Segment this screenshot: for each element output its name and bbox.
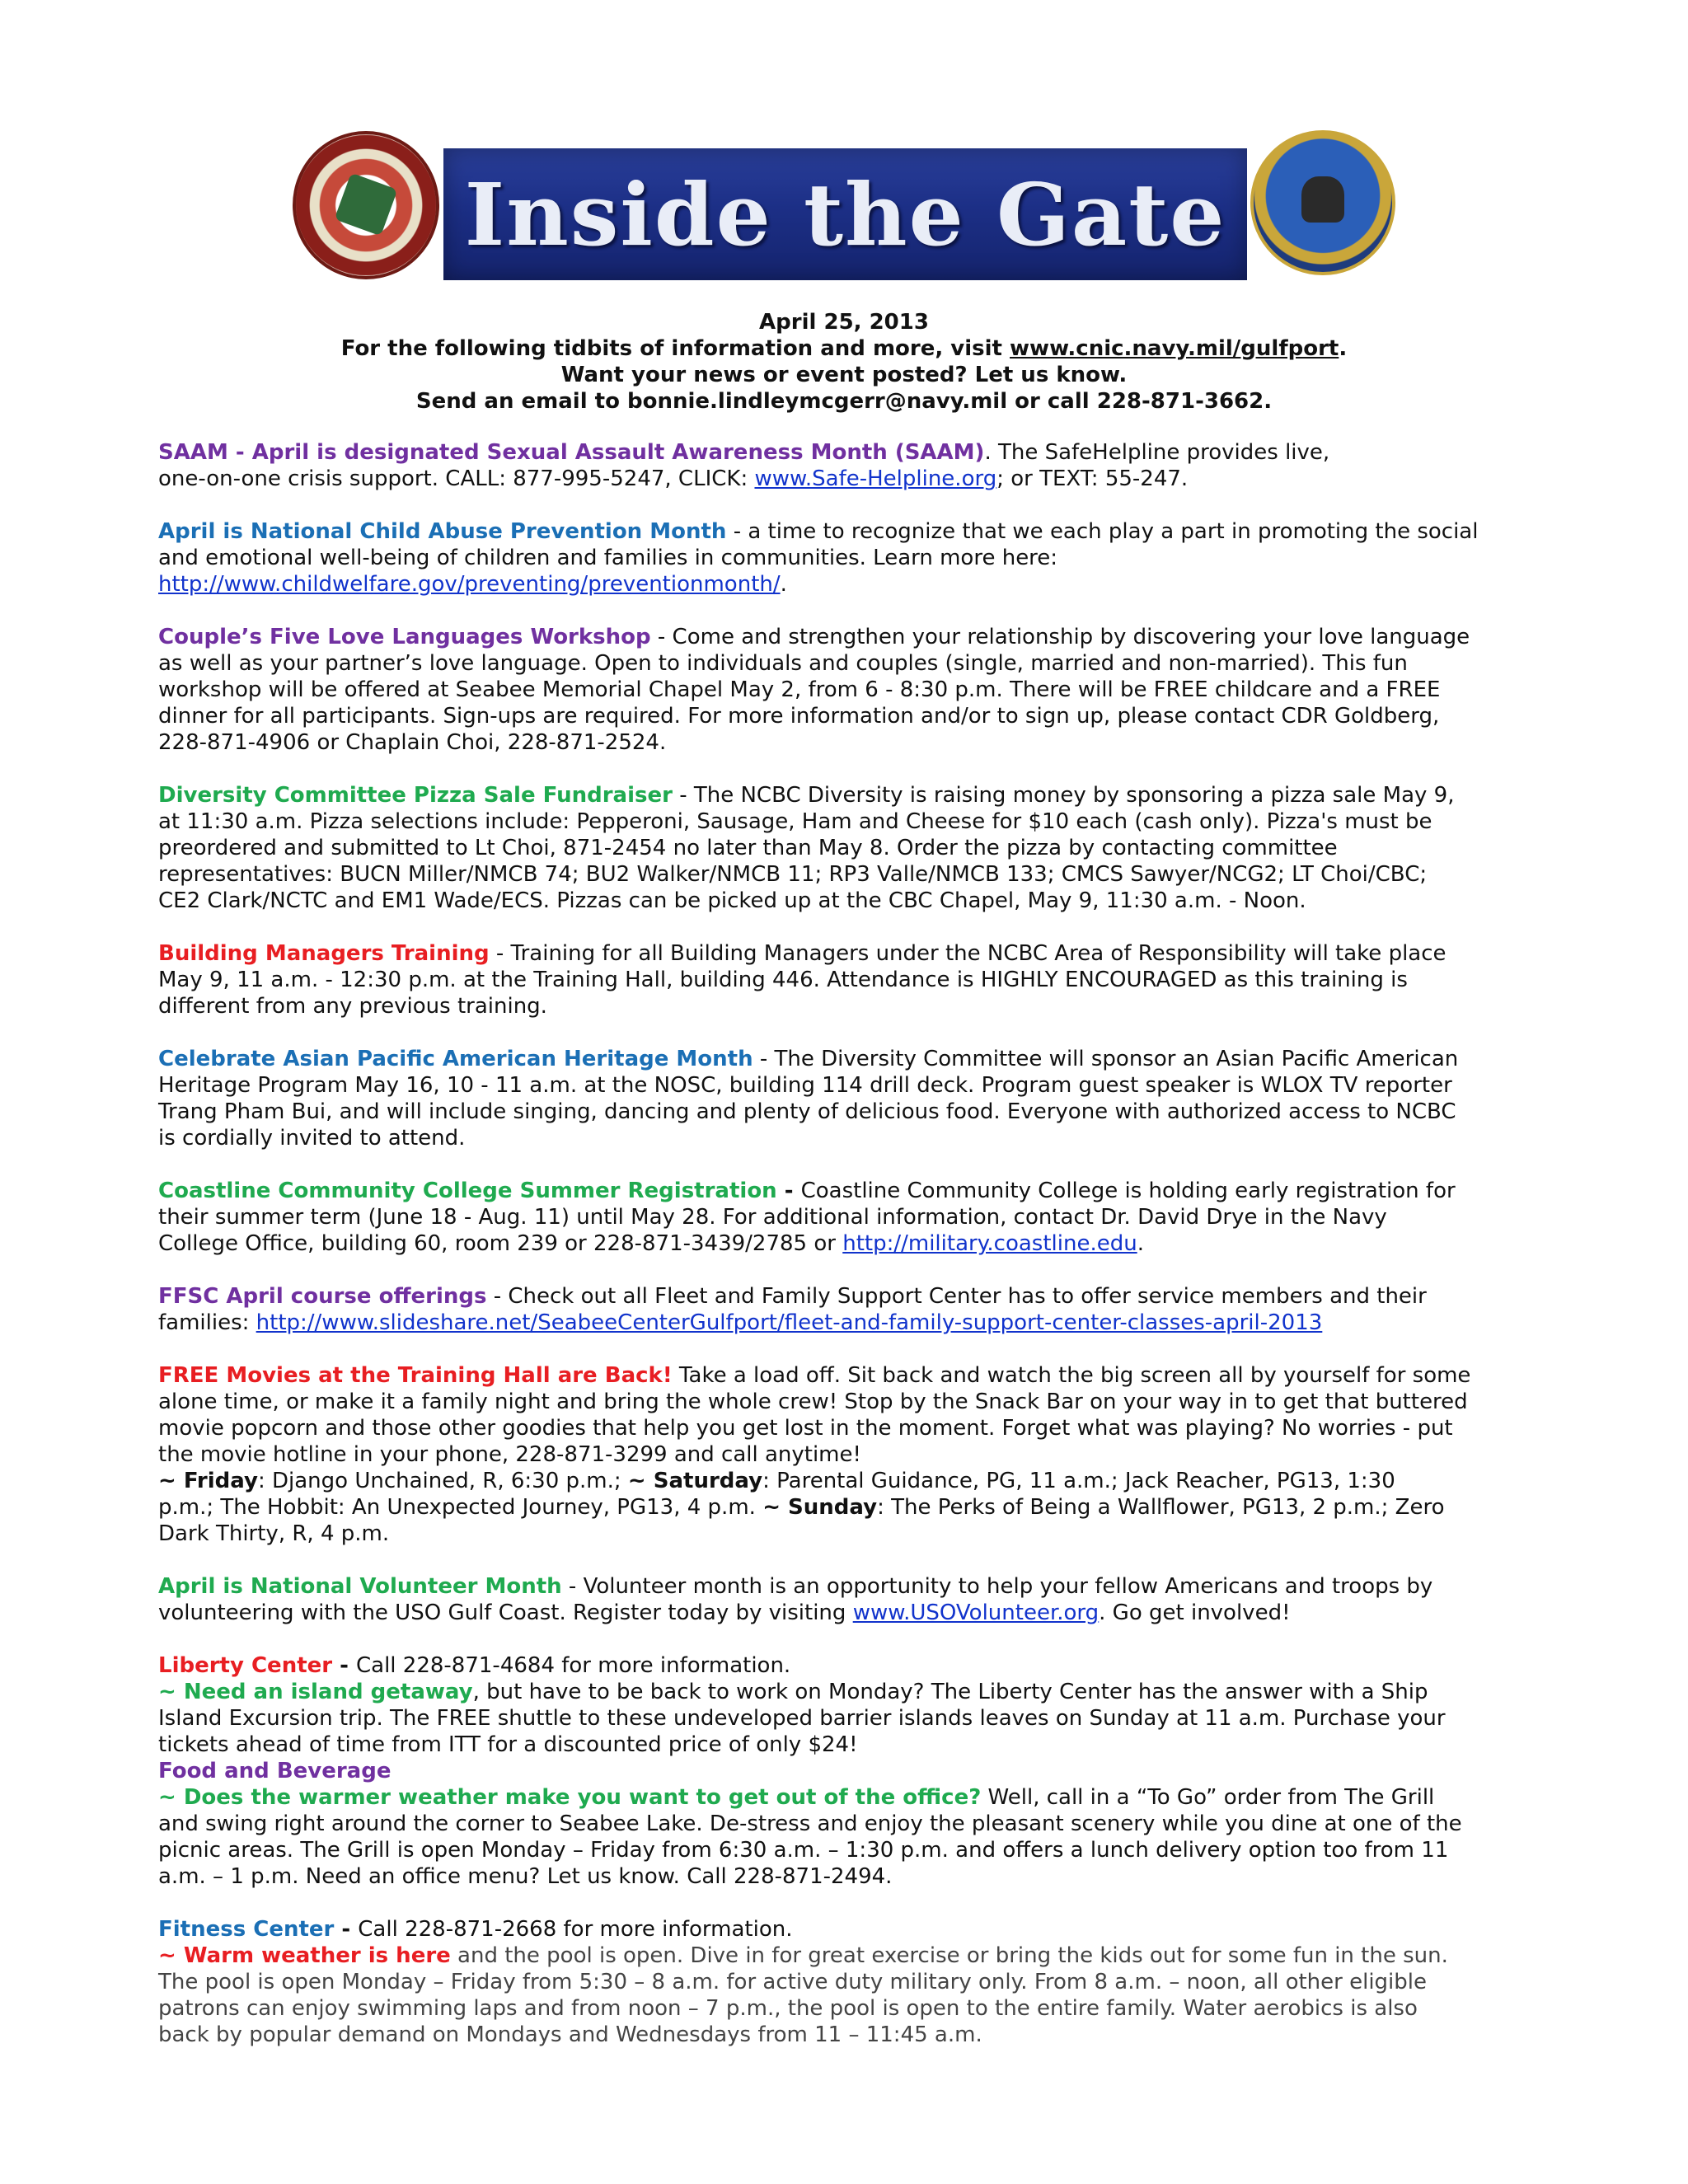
food-beverage-title: Food and Beverage (158, 1759, 392, 1783)
item-ffsc (158, 1283, 1543, 1336)
visit-prefix: For the following tidbits of information and more, visit (340, 336, 1010, 361)
item-building-managers (158, 940, 1543, 1019)
free-movies-text: Dark Thirty, R, 4 p.m. (158, 1521, 390, 1546)
slideshare-link[interactable]: http://www.slideshare.net/SeabeeCenterGulfport/fleet-and-family-support-center-classes-april-2013 (256, 1310, 1323, 1335)
item-asian-pacific (158, 1046, 1543, 1151)
pizza-sale-title: Diversity Committee Pizza Sale Fundraiser (158, 783, 673, 808)
liberty-text: a.m. – 1 p.m. Need an office menu? Let us know. Call 228-871-2494. (158, 1864, 893, 1889)
issue-date: April 25, 2013 (759, 310, 929, 335)
asian-pacific-title: Celebrate Asian Pacific American Heritage Month (158, 1047, 753, 1071)
item-fitness-center (158, 1916, 1543, 2048)
free-movies-text: p.m.; The Hobbit: An Unexpected Journey, PG13, 4 p.m. (158, 1495, 763, 1520)
warm-weather-title: ~ Warm weather is here (158, 1943, 451, 1968)
volunteer-text: - Volunteer month is an opportunity to help your fellow Americans and troops by (561, 1574, 1433, 1599)
child-abuse-text: and emotional well-being of children and families in communities. Learn more here: (158, 546, 1058, 570)
fitness-text: patrons can enjoy swimming laps and from noon – 7 p.m., the pool is open to the entire family. Water aerobics is also (158, 1996, 1418, 2021)
liberty-text: tickets ahead of time from ITT for a discounted price of only $24! (158, 1732, 858, 1757)
item-child-abuse (158, 518, 1543, 598)
banner-title-bar (443, 148, 1247, 280)
free-movies-text: alone time, or make it a family night and bring the whole crew! Stop by the Snack Bar on your way in to get that buttered (158, 1390, 1468, 1414)
banner-title: Inside the Gate (464, 163, 1226, 265)
friday-label: ~ Friday (158, 1469, 258, 1493)
want-news-line: Want your news or event posted? Let us know. (560, 363, 1128, 387)
saturday-text: : Parental Guidance, PG, 11 a.m.; Jack Reacher, PG13, 1:30 (762, 1469, 1395, 1493)
liberty-text: Island Excursion trip. The FREE shuttle to these undeveloped barrier islands leaves on Sunday at 11 a.m. Purchase your (158, 1706, 1446, 1731)
header-info (0, 309, 1688, 415)
liberty-text: Well, call in a “To Go” order from The Grill (981, 1785, 1435, 1810)
coastline-text: Coastline Community College is holding early registration for (800, 1179, 1456, 1203)
free-movies-text: Take a load off. Sit back and watch the big screen all by yourself for some (672, 1363, 1471, 1388)
uso-volunteer-link[interactable]: www.USOVolunteer.org (852, 1601, 1100, 1625)
childwelfare-link[interactable]: http://www.childwelfare.gov/preventing/preventionmonth/ (158, 572, 781, 597)
coastline-text: College Office, building 60, room 239 or 228-871-3439/2785 or (158, 1231, 843, 1256)
seabees-logo-icon (1250, 130, 1395, 275)
item-free-movies (158, 1362, 1543, 1547)
child-abuse-text: . (780, 572, 787, 597)
item-saam (158, 439, 1543, 492)
coastline-title: Coastline Community College Summer Registration (158, 1179, 777, 1203)
liberty-text: Call 228-871-4684 for more information. (356, 1653, 791, 1678)
volunteer-text: volunteering with the USO Gulf Coast. Register today by visiting (158, 1601, 853, 1625)
fitness-center-title: Fitness Center (158, 1917, 335, 1942)
liberty-text: and swing right around the corner to Seabee Lake. De-stress and enjoy the pleasant scenery while you dine at one of the (158, 1811, 1462, 1836)
free-movies-title: FREE Movies at the Training Hall are Back! (158, 1363, 673, 1388)
saam-text: one-on-one crisis support. CALL: 877-995-5247, CLICK: (158, 466, 755, 491)
asian-pacific-text: - The Diversity Committee will sponsor an Asian Pacific American (753, 1047, 1459, 1071)
visit-suffix: . (1339, 336, 1348, 361)
fitness-text: The pool is open Monday – Friday from 5:30 – 8 a.m. for active duty military only. From 8 a.m. – noon, all other eligible (158, 1970, 1427, 1994)
building-managers-title: Building Managers Training (158, 941, 490, 966)
free-movies-text: movie popcorn and those other goodies that help you get lost in the moment. Forget what was playing? No worries - put (158, 1416, 1453, 1441)
love-languages-text: - Come and strengthen your relationship by discovering your love language (650, 625, 1470, 649)
coastline-text: their summer term (June 18 - Aug. 11) until May 28. For additional information, contact Dr. David Drye in the Navy (158, 1205, 1387, 1230)
visit-line (0, 335, 1688, 362)
liberty-text: , but have to be back to work on Monday? The Liberty Center has the answer with a Ship (472, 1680, 1428, 1704)
sunday-text: : The Perks of Being a Wallflower, PG13, 2 p.m.; Zero (877, 1495, 1445, 1520)
asian-pacific-text: is cordially invited to attend. (158, 1126, 466, 1151)
asian-pacific-text: Trang Pham Bui, and will include singing, dancing and plenty of delicious food. Everyone with authorized access to NCBC (158, 1099, 1456, 1124)
pizza-sale-text: preordered and submitted to Lt Choi, 871-2454 no later than May 8. Order the pizza by contacting committee (158, 836, 1338, 860)
saam-text: ; or TEXT: 55-247. (996, 466, 1189, 491)
pizza-sale-text: - The NCBC Diversity is raising money by sponsoring a pizza sale May 9, (672, 783, 1455, 808)
fitness-text: and the pool is open. Dive in for great exercise or bring the kids out for some fun in the sun. (450, 1943, 1448, 1968)
pizza-sale-text: CE2 Clark/NCTC and EM1 Wade/ECS. Pizzas can be picked up at the CBC Chapel, May 9, 11:30 a.m. - Noon. (158, 888, 1306, 913)
free-movies-text: the movie hotline in your phone, 228-871-3299 and call anytime! (158, 1442, 861, 1467)
liberty-center-title: Liberty Center (158, 1653, 333, 1678)
island-getaway-title: ~ Need an island getaway (158, 1680, 473, 1704)
seabee-center-seal-icon (293, 131, 439, 279)
item-coastline (158, 1178, 1543, 1257)
child-abuse-text: - a time to recognize that we each play a part in promoting the social (726, 519, 1479, 544)
newsletter-banner (293, 129, 1397, 285)
item-volunteer (158, 1573, 1543, 1626)
coastline-text: . (1137, 1231, 1144, 1256)
ffsc-text: families: (158, 1310, 256, 1335)
cnic-link[interactable]: www.cnic.navy.mil/gulfport (1010, 336, 1339, 361)
building-managers-text: May 9, 11 a.m. - 12:30 p.m. at the Training Hall, building 446. Attendance is HIGHLY ENCOURAGED as this training is (158, 968, 1408, 992)
fitness-dash: - (334, 1917, 359, 1942)
building-managers-text: different from any previous training. (158, 994, 547, 1019)
love-languages-text: workshop will be offered at Seabee Memorial Chapel May 2, from 6 - 8:30 p.m. There will be FREE childcare and a FREE (158, 677, 1441, 702)
asian-pacific-text: Heritage Program May 16, 10 - 11 a.m. at the NOSC, building 114 drill deck. Program guest speaker is WLOX TV reporter (158, 1073, 1452, 1098)
coastline-dash: - (776, 1179, 801, 1203)
ffsc-title: FFSC April course offerings (158, 1284, 487, 1309)
fitness-text: Call 228-871-2668 for more information. (358, 1917, 793, 1942)
volunteer-title: April is National Volunteer Month (158, 1574, 562, 1599)
liberty-text: picnic areas. The Grill is open Monday – Friday from 6:30 a.m. – 1:30 p.m. and offers a lunch delivery option too from 11 (158, 1838, 1449, 1863)
coastline-link[interactable]: http://military.coastline.edu (842, 1231, 1137, 1256)
sunday-label: ~ Sunday (762, 1495, 878, 1520)
saam-text: . The SafeHelpline provides live, (984, 440, 1330, 465)
saturday-label: ~ Saturday (627, 1469, 763, 1493)
safe-helpline-link[interactable]: www.Safe-Helpline.org (754, 466, 997, 491)
item-love-languages (158, 624, 1543, 756)
ffsc-text: - Check out all Fleet and Family Support Center has to offer service members and their (486, 1284, 1427, 1309)
love-languages-title: Couple’s Five Love Languages Workshop (158, 625, 651, 649)
item-pizza-sale (158, 782, 1543, 914)
child-abuse-title: April is National Child Abuse Prevention Month (158, 519, 727, 544)
love-languages-text: 228-871-4906 or Chaplain Choi, 228-871-2524. (158, 730, 667, 755)
warmer-weather-title: ~ Does the warmer weather make you want to get out of the office? (158, 1785, 982, 1810)
friday-text: : Django Unchained, R, 6:30 p.m.; (257, 1469, 628, 1493)
volunteer-text: . Go get involved! (1099, 1601, 1291, 1625)
item-liberty-center (158, 1652, 1543, 1890)
building-managers-text: - Training for all Building Managers under the NCBC Area of Responsibility will take place (489, 941, 1447, 966)
saam-title: SAAM - April is designated Sexual Assault Awareness Month (SAAM) (158, 440, 985, 465)
love-languages-text: dinner for all participants. Sign-ups are required. For more information and/or to sign up, please contact CDR Goldberg, (158, 704, 1440, 729)
fitness-text: back by popular demand on Mondays and Wednesdays from 11 – 11:45 a.m. (158, 2022, 982, 2047)
love-languages-text: as well as your partner’s love language. Open to individuals and couples (single, married and non-married). This fun (158, 651, 1408, 676)
news-items (158, 439, 1543, 2074)
pizza-sale-text: at 11:30 a.m. Pizza selections include: Pepperoni, Sausage, Ham and Cheese for $10 each (cash only). Pizza's must be (158, 809, 1432, 834)
pizza-sale-text: representatives: BUCN Miller/NMCB 74; BU2 Walker/NMCB 11; RP3 Valle/NMCB 133; CMCS Sawyer/NCG2; LT Choi/CBC; (158, 862, 1428, 887)
liberty-dash: - (332, 1653, 356, 1678)
send-email-line: Send an email to bonnie.lindleymcgerr@navy.mil or call 228-871-3662. (415, 389, 1273, 414)
